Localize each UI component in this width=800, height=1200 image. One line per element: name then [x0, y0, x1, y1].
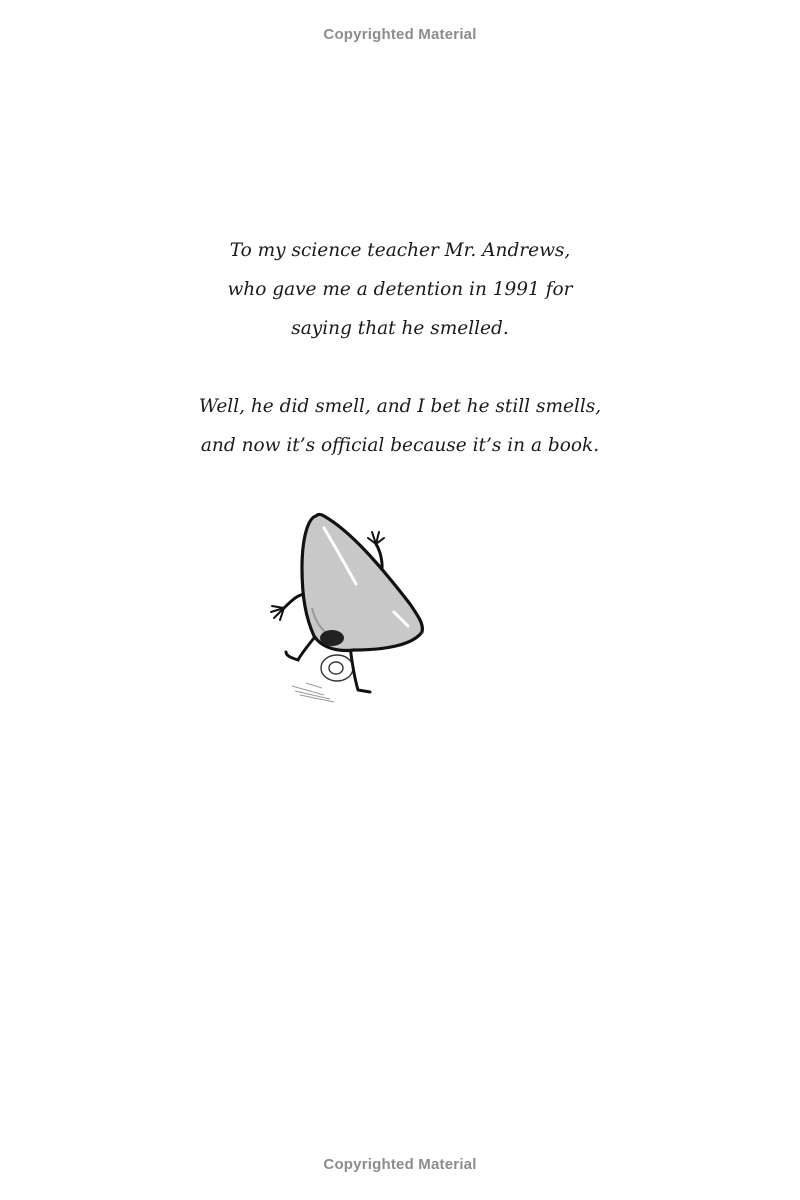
- motion-lines: [292, 683, 334, 702]
- front-leg: [350, 646, 370, 692]
- dedication-line-3: saying that he smelled.: [291, 318, 509, 339]
- dedication-line-1: To my science teacher Mr. Andrews,: [229, 240, 571, 261]
- walking-nose-icon: [262, 508, 432, 703]
- copyright-watermark-top: Copyrighted Material: [323, 26, 477, 43]
- dedication-line-5: and now it’s official because it’s in a book.: [200, 435, 600, 456]
- back-leg: [286, 638, 314, 660]
- dust-swirl: [321, 655, 353, 681]
- paragraph-gap: [0, 353, 800, 392]
- walking-nose-illustration: [262, 508, 432, 703]
- copyright-watermark-bottom: Copyrighted Material: [323, 1156, 477, 1173]
- dedication-text: [0, 236, 800, 470]
- dedication-line-4: Well, he did smell, and I bet he still smells,: [198, 396, 602, 417]
- dedication-line-2: who gave me a detention in 1991 for: [227, 279, 573, 300]
- right-hand: [368, 532, 384, 544]
- nostril: [320, 630, 344, 646]
- left-hand: [271, 606, 284, 620]
- nose-body: [302, 515, 422, 651]
